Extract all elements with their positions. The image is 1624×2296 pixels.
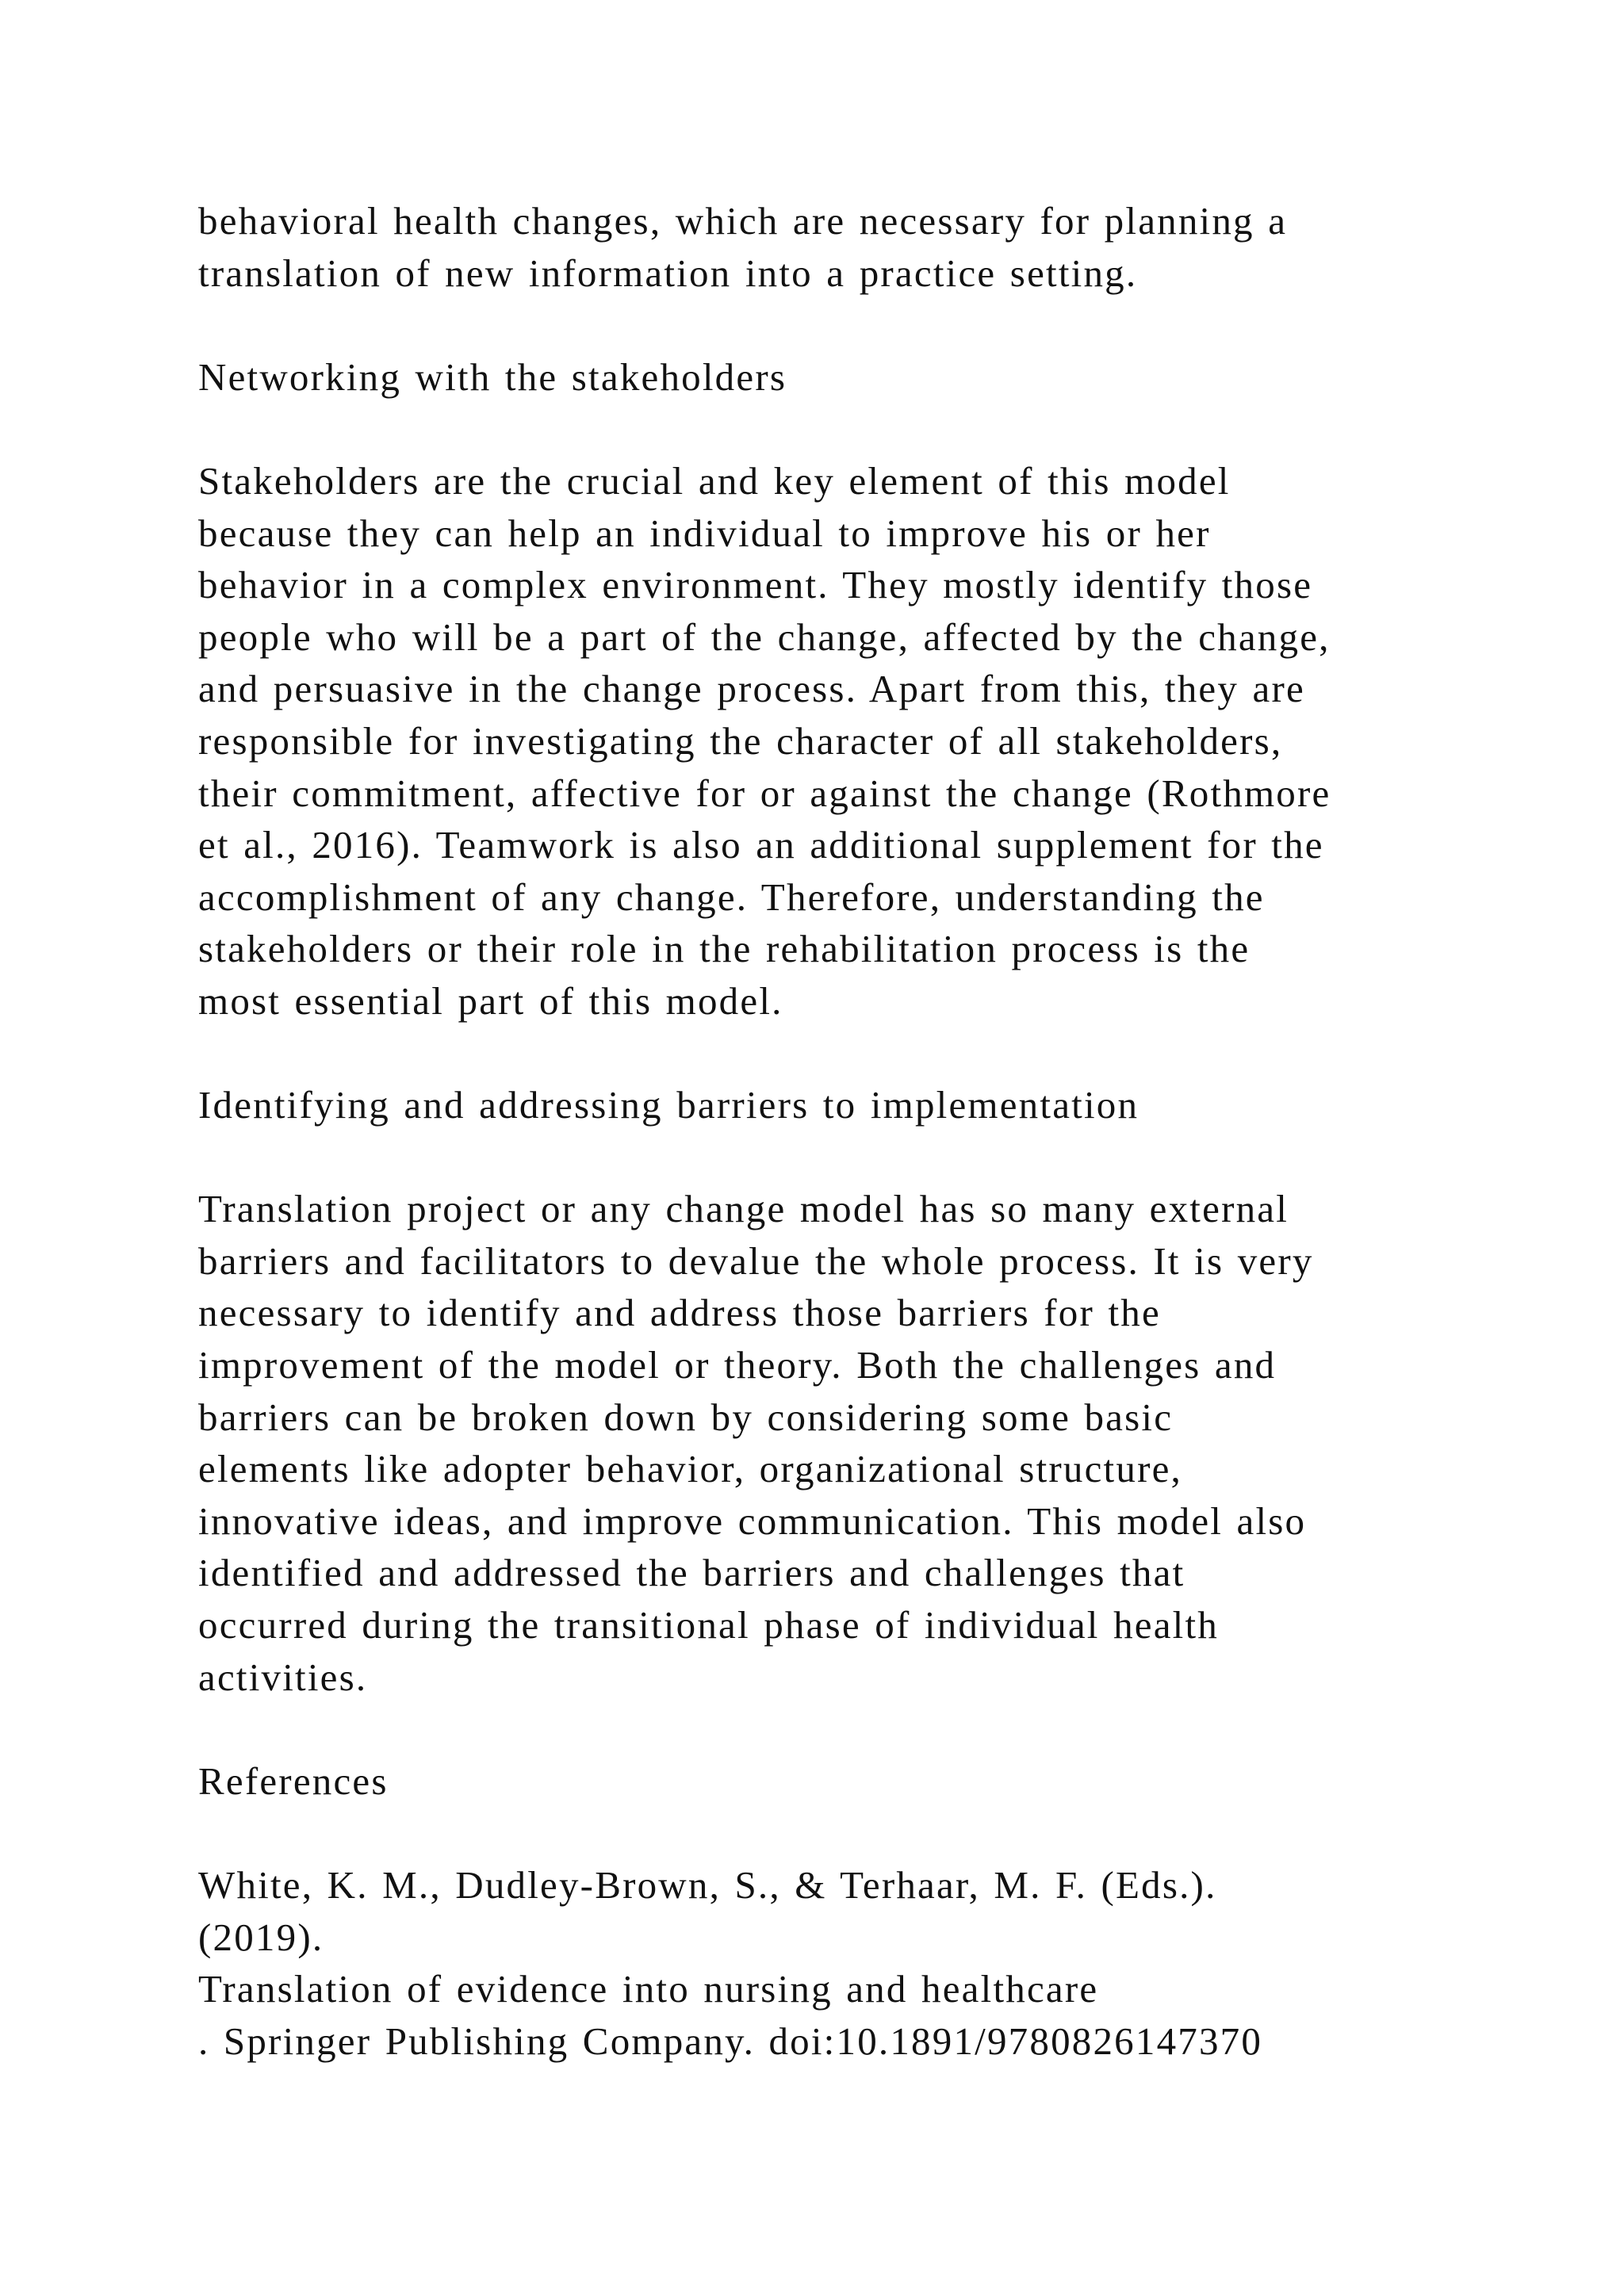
text-line: . Springer Publishing Company. doi:10.1891/9780826147370 [198, 2019, 1263, 2063]
text-line: occurred during the transitional phase of individual health [198, 1603, 1219, 1647]
text-line: (2019). [198, 1915, 324, 1959]
paragraph-spacer [198, 1027, 1562, 1080]
paragraph-spacer [198, 1131, 1562, 1184]
paragraph-spacer [198, 1807, 1562, 1859]
text-line: most essential part of this model. [198, 978, 783, 1023]
barriers-paragraph [198, 1183, 1562, 1703]
text-line: et al., 2016). Teamwork is also an additional supplement for the [198, 823, 1324, 867]
text-line: people who will be a part of the change, affected by the change, [198, 614, 1331, 659]
document-body [198, 195, 1562, 2067]
text-line: identified and addressed the barriers and challenges that [198, 1551, 1185, 1595]
text-line: White, K. M., Dudley-Brown, S., & Terhaar, M. F. (Eds.). [198, 1863, 1217, 1907]
text-line: innovative ideas, and improve communication. This model also [198, 1498, 1307, 1543]
intro-paragraph [198, 195, 1562, 299]
text-line: their commitment, affective for or against the change (Rothmore [198, 771, 1331, 815]
text-line: because they can help an individual to improve his or her [198, 511, 1211, 555]
text-line: Stakeholders are the crucial and key element of this model [198, 458, 1231, 503]
text-line: behavioral health changes, which are necessary for planning a [198, 199, 1288, 243]
section-heading-stakeholders: Networking with the stakeholders [198, 354, 787, 399]
text-line: and persuasive in the change process. Apart from this, they are [198, 667, 1305, 711]
paragraph-spacer [198, 299, 1562, 351]
text-line: barriers can be broken down by considering some basic [198, 1395, 1174, 1439]
text-line: Translation project or any change model has so many external [198, 1187, 1289, 1231]
text-line: elements like adopter behavior, organizational structure, [198, 1447, 1182, 1491]
reference-entry [198, 1859, 1562, 2067]
text-line: behavior in a complex environment. They mostly identify those [198, 563, 1313, 607]
paragraph-spacer [198, 1703, 1562, 1755]
text-line: improvement of the model or theory. Both the challenges and [198, 1343, 1277, 1387]
text-line: activities. [198, 1655, 368, 1699]
text-line: necessary to identify and address those barriers for the [198, 1291, 1161, 1335]
section-heading-barriers: Identifying and addressing barriers to implementation [198, 1083, 1139, 1127]
text-line: responsible for investigating the character of all stakeholders, [198, 718, 1283, 763]
text-line: barriers and facilitators to devalue the whole process. It is very [198, 1238, 1314, 1283]
text-line: stakeholders or their role in the rehabilitation process is the [198, 927, 1251, 971]
text-line: accomplishment of any change. Therefore, understanding the [198, 874, 1265, 919]
paragraph-spacer [198, 403, 1562, 455]
text-line: Translation of evidence into nursing and healthcare [198, 1967, 1099, 2011]
text-line: translation of new information into a practice setting. [198, 251, 1138, 295]
stakeholders-paragraph [198, 455, 1562, 1027]
section-heading-references: References [198, 1758, 389, 1803]
